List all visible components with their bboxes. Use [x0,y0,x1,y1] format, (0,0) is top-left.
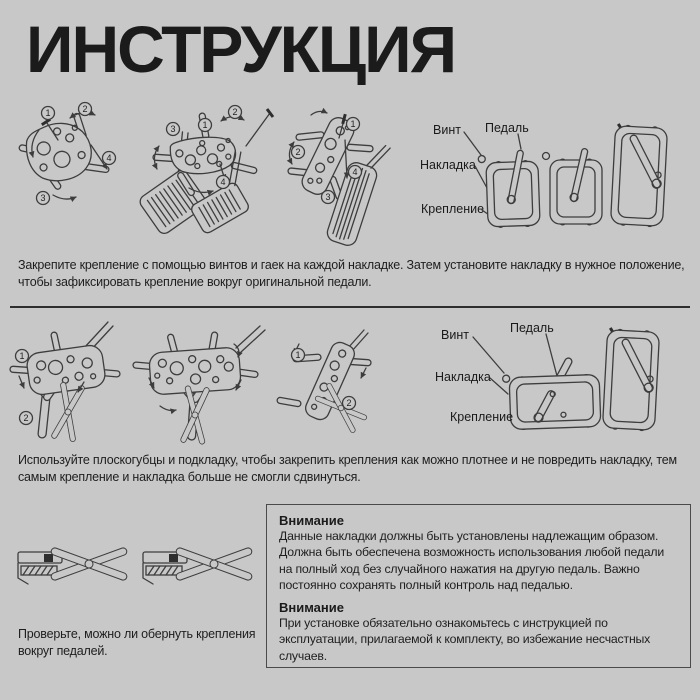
assembled-pedal-drawing [543,148,603,226]
assembled-accelerator-drawing [602,327,661,433]
pad-install-drawing-3 [288,111,391,248]
leader-line-pedal [546,334,557,376]
step-marker [79,103,92,116]
step1-caption: Закрепите крепление с помощью винтов и гаек на каждой накладке. Затем установите накладку в нужное положение, чтобы зафиксировать крепление вокруг оригинальной педали. [18,258,685,289]
label-mount: Крепление [421,202,485,216]
label-pad: Накладка [420,158,476,172]
label-pad: Накладка [435,370,491,384]
leader-line-vint [464,132,481,155]
leader-line-nakladka [475,166,487,188]
svg-text:1: 1 [295,350,301,361]
step-marker [292,146,305,159]
pedal-arm-drawing [236,326,265,352]
pliers-tighten-drawing-2 [133,326,265,445]
section-divider [10,306,690,308]
screw-drawing [246,108,274,146]
arrow [311,111,327,115]
label-screw: Винт [441,328,469,342]
step-marker [167,123,180,136]
warning-heading-2: Внимание [279,599,344,615]
svg-text:3: 3 [40,193,46,204]
step-illustrations-row2 [8,318,420,448]
step-marker [292,349,305,362]
arrow [19,376,24,388]
pliers-closeup-2 [140,518,255,613]
leader-line-pedal [518,134,521,149]
label-mount: Крепление [450,410,514,424]
step-marker [347,118,360,131]
step-illustrations-row1 [8,96,420,246]
svg-text:3: 3 [325,192,331,203]
step-marker [16,350,29,363]
warning-heading-1: Внимание [279,513,344,528]
step2-caption: Используйте плоскогубцы и подкладку, чтобы закрепить крепления как можно плотнее и не повредить накладку, тем самым крепление и накладка больше не смогли сдвинуться. [18,453,677,484]
svg-text:1: 1 [202,120,208,131]
pliers-closeup-1 [15,518,130,613]
page-title: ИНСТРУКЦИЯ [26,12,456,86]
pliers-tighten-drawing-1 [10,322,120,443]
assembled-wide-pedal-drawing [502,356,601,431]
svg-text:1: 1 [45,108,51,119]
svg-text:1: 1 [19,351,25,362]
warning-text-2: При установке обязательно ознакомьтесь с инструкцией по эксплуатации, прилагаемой к комплекту, во избежание несчастных случаев. [279,615,651,663]
step-marker [20,412,33,425]
labeled-diagram-1 [418,106,695,241]
warning-box [266,504,691,668]
pliers-drawing [175,547,253,581]
svg-text:2: 2 [346,398,352,409]
step-marker [42,107,55,120]
pedal-pad-drawing [149,347,242,395]
label-pedal: Педаль [485,121,529,135]
svg-text:2: 2 [232,107,238,118]
svg-text:4: 4 [106,153,112,164]
svg-text:2: 2 [23,413,29,424]
label-screw: Винт [433,123,461,137]
leader-line-vint [473,337,504,373]
svg-text:3: 3 [170,124,176,135]
step-marker [217,176,230,189]
arrow [53,195,76,199]
assembled-accelerator-drawing [610,123,669,229]
check-caption: Проверьте, можно ли обернуть крепления вокруг педалей. [18,627,256,658]
step-marker [229,106,242,119]
assembled-pedal-drawing [478,149,541,229]
pliers-tighten-drawing-3 [277,330,372,435]
step-marker [322,191,335,204]
label-pedal: Педаль [510,321,554,335]
step-marker [37,192,50,205]
svg-text:2: 2 [295,147,301,158]
arrow [160,406,176,411]
pliers-drawing [50,547,128,581]
step-marker [199,119,212,132]
step-marker [103,152,116,165]
svg-text:2: 2 [82,104,88,115]
arrow [361,368,366,378]
svg-text:4: 4 [220,177,226,188]
warning-text-1: Данные накладки должны быть установлены надлежащим образом. Должна быть обеспечена возможность использования любой педали на полный ход без случайного нажатия на другую педаль. Важно постоянно сохранять полный контроль над педалью. [279,529,665,593]
step-marker [343,397,356,410]
svg-text:1: 1 [350,119,356,130]
labeled-diagram-2 [428,316,695,446]
svg-text:4: 4 [352,167,358,178]
step-marker [349,166,362,179]
